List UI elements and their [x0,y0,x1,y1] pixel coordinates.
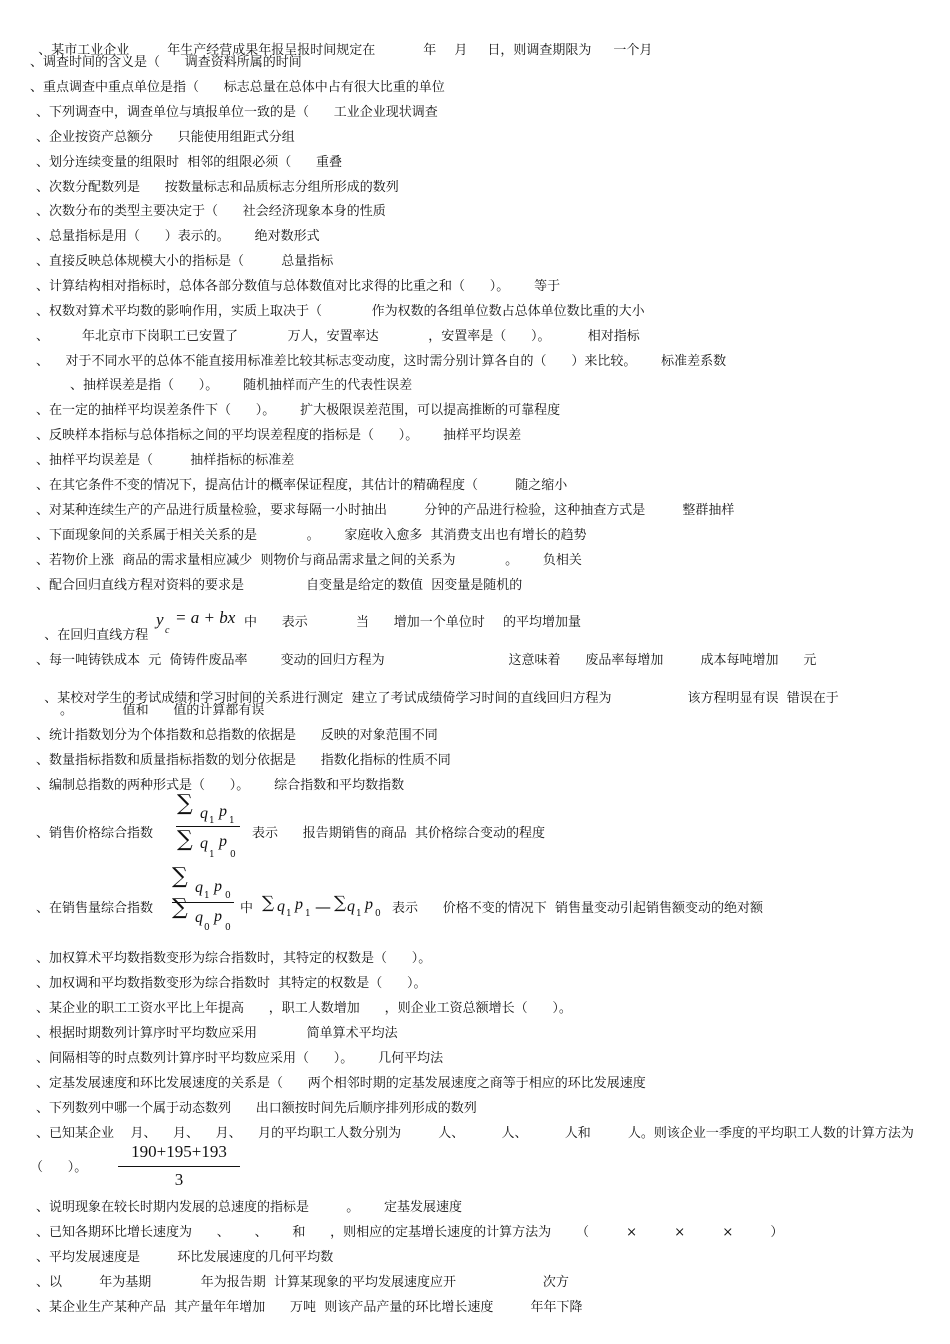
subscript: 0 [225,891,231,901]
line-31-label: 、销售价格综合指数 [36,826,154,841]
q-symbol: q [347,898,355,915]
line-1-part: 月 [454,43,468,58]
line-1-part: 、某市工业企业 [38,43,130,58]
sigma-symbol: ∑ [262,893,275,913]
line-5: 、企业按资产总额分 只能使用组距式分组 [36,130,295,145]
sigma-symbol: ∑ [334,893,347,913]
p-symbol: p [365,896,373,913]
line-4: 、下列调查中，调查单位与填报单位一致的是（ 工业企业现状调查 [36,105,438,120]
subscript: 1 [204,891,210,901]
q-symbol: q [195,909,203,926]
line-2: 、调查时间的含义是（ 调查资料所属的时间 [30,55,302,70]
line-1-part: 年 [423,43,437,58]
line-23: 、配合回归直线方程对资料的要求是 自变量是给定的数值 因变量是随机的 [36,578,523,593]
minus-sign: — [315,897,331,916]
line-1-part: 一个月 [613,43,653,58]
line-28: 、统计指数划分为个体指数和总指数的依据是 反映的对象范围不同 [36,728,438,743]
line-43: 、已知各期环比增长速度为 、 、 和 ，则相应的定基增长速度的计算方法为 （ × × × ） [36,1225,784,1240]
line-22: 、若物价上涨 商品的需求量相应减少 则物价与商品需求量之间的关系为 。 负相关 [36,553,582,568]
line-31-text: 表示 报告期销售的商品 其价格综合变动的程度 [252,826,546,841]
line-45: 、以 年为基期 年为报告期 计算某现象的平均发展速度应开 次方 [36,1275,569,1290]
line-25: 、每一吨铸铁成本 元 倚铸件废品率 变动的回归方程为 这意味着 废品率每增加 成本每吨增加 元 [36,653,817,668]
line-15: 、抽样误差是指（ ）。 随机抽样而产生的代表性误差 [70,378,413,393]
line-9: 、总量指标是用（ ）表示的。 绝对数形式 [36,229,320,244]
line-32-text: 表示 价格不变的情况下 销售量变动引起销售额变动的绝对额 [392,901,764,916]
line-39: 、下列数列中哪一个属于动态数列 出口额按时间先后顺序排列形成的数列 [36,1101,477,1116]
line-30: 、编制总指数的两种形式是（ ）。 综合指数和平均数指数 [36,778,405,793]
line-20: 、对某种连续生产的产品进行质量检验，要求每隔一小时抽出 分钟的产品进行检验，这种抽查方式是 整群抽样 [36,503,735,518]
subscript: 0 [375,909,381,919]
regression-rhs: = a + bx [175,608,236,627]
line-26 [36,679,839,705]
line-26-part: 、某校对学生的考试成绩和学习时间的关系进行测定 建立了考试成绩倚学习时间的直线回归方程为 [44,691,612,706]
fraction-bar [118,1166,240,1167]
fraction-numerator: 190+195+193 [131,1142,227,1161]
line-26-part: 该方程明显有误 错误在于 [687,691,839,706]
line-10: 、直接反映总体规模大小的指标是（ 总量指标 [36,254,334,269]
line-8: 、次数分布的类型主要决定于（ 社会经济现象本身的性质 [36,204,386,219]
subscript: 0 [204,923,210,933]
line-12: 、权数对算术平均数的影响作用，实质上取决于（ 作为权数的各组单位数占总体单位数比重的大小 [36,304,645,319]
p-symbol: p [219,803,227,820]
fraction-denominator: 3 [174,1170,184,1189]
sigma-symbol: ∑ [177,791,193,816]
line-33: 、加权算术平均数指数变形为综合指数时，其特定的权数是（ ）。 [36,951,432,966]
subscript: 1 [305,909,311,919]
line-32-label: 、在销售量综合指数 [36,901,154,916]
line-37: 、间隔相等的时点数列计算序时平均数应采用（ ）。 几何平均法 [36,1051,444,1066]
line-24-part: 、在回归直线方程 [44,628,149,643]
subscript: 1 [286,909,292,919]
line-32-mid: 中 [240,901,254,916]
p-symbol: p [214,878,222,895]
line-1-part: 年生产经营成果年报呈报时间规定在 [167,43,376,58]
sigma-symbol: ∑ [172,864,188,889]
sigma-symbol: ∑ [177,827,193,852]
line-24-mid: 中 表示 [244,615,308,630]
line-41: （ ）。 [30,1160,88,1175]
line-1 [30,31,652,57]
line-6: 、划分连续变量的组限时 相邻的组限必须（ 重叠 [36,155,343,170]
line-16: 、在一定的抽样平均误差条件下（ ）。 扩大极限误差范围，可以提高推断的可靠程度 [36,403,561,418]
subscript: 1 [209,850,215,860]
line-17: 、反映样本指标与总体指标之间的平均误差程度的指标是（ ）。 抽样平均误差 [36,428,522,443]
line-35: 、某企业的职工工资水平比上年提高 ，职工人数增加 ，则企业工资总额增长（ ）。 [36,1001,572,1016]
subscript: 0 [225,923,231,933]
subscript: 1 [229,816,235,826]
line-44: 、平均发展速度是 环比发展速度的几何平均数 [36,1250,334,1265]
q-symbol: q [277,898,285,915]
line-24 [36,616,148,642]
regression-c-subscript: c [165,625,170,636]
q-symbol: q [200,835,208,852]
line-3: 、重点调查中重点单位是指（ 标志总量在总体中占有很大比重的单位 [30,80,445,95]
line-21: 、下面现象间的关系属于相关关系的是 。 家庭收入愈多 其消费支出也有增长的趋势 [36,528,587,543]
subscript: 1 [356,909,362,919]
q-symbol: q [195,879,203,896]
line-46: 、某企业生产某种产品 其产量年年增加 万吨 则该产品产量的环比增长速度 年年下降 [36,1300,583,1315]
q-symbol: q [200,805,208,822]
line-24-mid2: 当 增加一个单位时 [356,615,485,630]
line-13: 、 年北京市下岗职工已安置了 万人，安置率达 ，安置率是（ ）。 相对指标 [36,329,640,344]
regression-y: y [156,610,164,629]
subscript: 0 [230,850,236,860]
line-34: 、加权调和平均数指数变形为综合指数时 其特定的权数是（ ）。 [36,976,427,991]
line-1-part: 日，则调查期限为 [487,43,592,58]
line-24-end: 的平均增加量 [503,615,582,630]
line-29: 、数量指标指数和质量指标指数的划分依据是 指数化指标的性质不同 [36,753,451,768]
line-11: 、计算结构相对指标时，总体各部分数值与总体数值对比求得的比重之和（ ）。 等于 [36,279,561,294]
p-symbol: p [214,908,222,925]
sigma-symbol: ∑ [172,895,188,920]
line-19: 、在其它条件不变的情况下，提高估计的概率保证程度，其估计的精确程度（ 随之缩小 [36,478,568,493]
line-7: 、次数分配数列是 按数量标志和品质标志分组所形成的数列 [36,180,399,195]
p-symbol: p [295,896,303,913]
line-27: 。 值和 值的计算都有误 [60,703,265,718]
line-18: 、抽样平均误差是（ 抽样指标的标准差 [36,453,295,468]
line-42: 、说明现象在较长时期内发展的总速度的指标是 。 定基发展速度 [36,1200,462,1215]
subscript: 1 [209,816,215,826]
line-38: 、定基发展速度和环比发展速度的关系是（ 两个相邻时期的定基发展速度之商等于相应的环比发展速度 [36,1076,646,1091]
line-14: 、 对于不同水平的总体不能直接用标准差比较其标志变动度，这时需分别计算各自的（ ）来比较。 标准差系数 [36,354,727,369]
p-symbol: p [219,833,227,850]
line-40: 、已知某企业 月、 月、 月、 月的平均职工人数分别为 人、 人、 人和 人。则该企业一季度的平均职工人数的计算方法为 [36,1126,914,1141]
line-36: 、根据时期数列计算序时平均数应采用 简单算术平均法 [36,1026,398,1041]
